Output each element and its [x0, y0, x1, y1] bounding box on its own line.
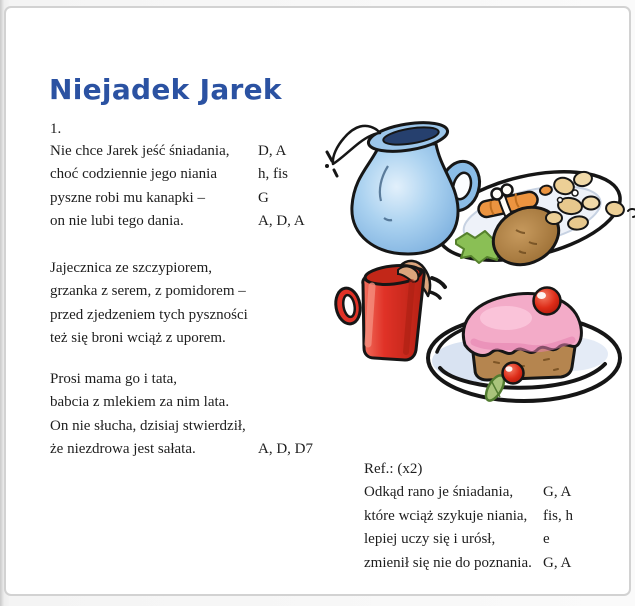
- lyric-text: Jajecznica ze szczypiorem,: [50, 260, 212, 276]
- red-mug-icon: [333, 261, 445, 360]
- lyric-text: on nie lubi tego dania.: [50, 213, 184, 230]
- lyric-line: [364, 528, 573, 551]
- lyric-line: [50, 187, 305, 210]
- lyric-line: [50, 280, 258, 303]
- lyric-text: zmienił się nie do poznania.: [364, 554, 532, 571]
- lyric-text: Prosi mama go i tata,: [50, 371, 178, 387]
- verse-1: [50, 140, 305, 234]
- lyric-line: [50, 163, 305, 186]
- chord-label: A, D, A: [258, 213, 305, 230]
- chord-label: [258, 415, 313, 438]
- lyric-line: [364, 505, 573, 528]
- lyric-line: [50, 391, 313, 414]
- cherry-icon: [534, 288, 561, 315]
- lyric-line: [364, 552, 573, 575]
- chord-label: G, A: [543, 484, 572, 501]
- lyric-line: [50, 140, 305, 163]
- chord-label: G, A: [543, 554, 572, 571]
- chord-label: fis, h: [543, 507, 573, 524]
- chord-label: h, fis: [258, 166, 288, 183]
- lyric-text: On nie słucha, dzisiaj stwierdził,: [50, 417, 246, 434]
- lyric-text: przed zjedzeniem tych pyszności: [50, 306, 248, 323]
- lyric-text: że niezdrowa jest sałata.: [50, 441, 196, 458]
- lyric-line: [364, 481, 573, 504]
- verse-2: [50, 257, 258, 351]
- lyric-line: [50, 368, 313, 391]
- lyric-line: [50, 438, 313, 461]
- lyric-text: grzanka z serem, z pomidorem –: [50, 283, 246, 300]
- food-illustration: [324, 114, 635, 414]
- chord-label: e: [543, 531, 550, 548]
- lyric-text: Nie chce Jarek jeść śniadania,: [50, 143, 230, 159]
- chord-label: [258, 391, 313, 414]
- chord-label: G: [258, 189, 269, 206]
- chord-label: A, D, D7: [258, 441, 313, 458]
- lyric-line: [50, 415, 313, 438]
- refrain: [364, 458, 573, 575]
- page-title: Niejadek Jarek: [49, 72, 282, 106]
- verse-number-label: 1.: [50, 121, 62, 137]
- lyric-line: [50, 257, 258, 280]
- page-frame: [4, 6, 631, 596]
- lyric-text: które wciąż szykuje niania,: [364, 507, 528, 524]
- chord-label: [258, 368, 313, 391]
- verse-number: [50, 118, 61, 141]
- lyric-line: [50, 210, 305, 233]
- lyric-line: [50, 304, 258, 327]
- lyric-text: choć codziennie jego niania: [50, 166, 218, 183]
- lyric-line: [50, 327, 258, 350]
- lyric-text: Odkąd rano je śniadania,: [364, 484, 514, 501]
- refrain-label: Ref.: (x2): [364, 461, 423, 477]
- cake-plate-icon: [428, 288, 620, 404]
- lyric-text: pyszne robi mu kanapki –: [50, 189, 205, 206]
- lyric-text: babcia z mlekiem za nim lata.: [50, 394, 230, 411]
- chord-label: D, A: [258, 143, 287, 159]
- lyric-text: lepiej uczy się i urósł,: [364, 531, 496, 548]
- lyric-text: też się broni wciąż z uporem.: [50, 330, 226, 347]
- verse-3: [50, 368, 313, 462]
